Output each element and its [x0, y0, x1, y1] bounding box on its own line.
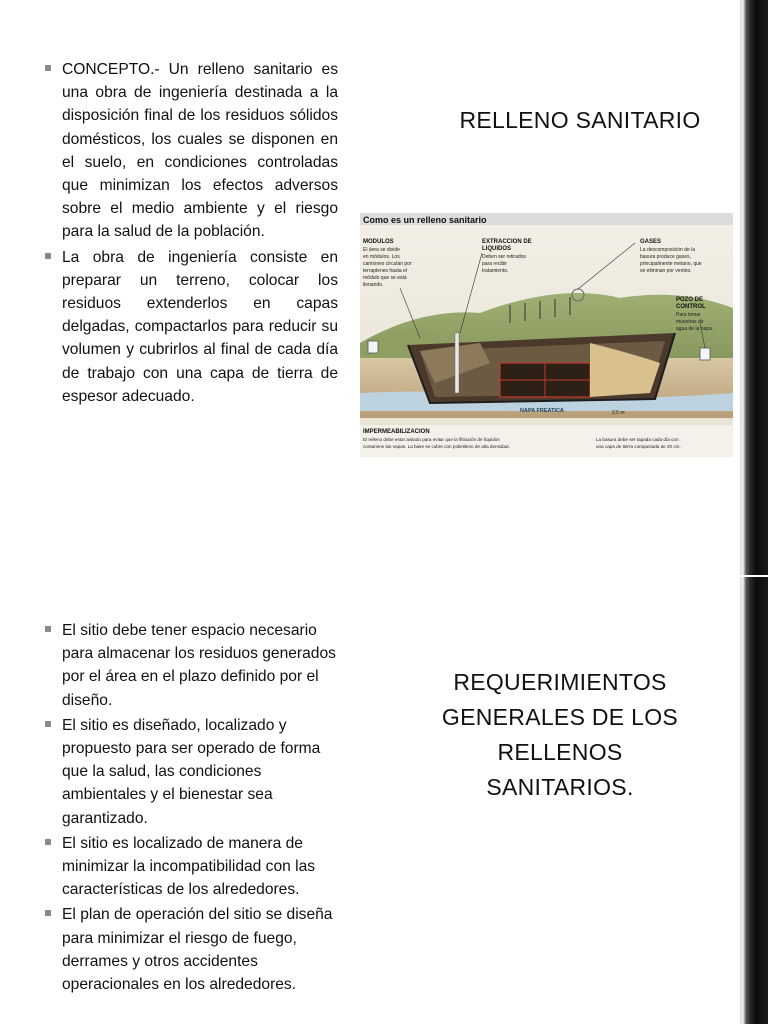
bullet-item [44, 832, 344, 902]
requirements-bullet-list [44, 619, 344, 998]
bullet-square-icon [45, 626, 51, 632]
title-line: RELLENOS [497, 739, 623, 765]
label-modulos-text: El área se divide en módulos. Los camiones circulan por terraplenes hasta el módulo que se está llenando. [363, 247, 412, 288]
label-extraccion: EXTRACCION DE LIQUIDOS [482, 239, 532, 252]
label-pozo-text: Para tomar muestras de agua de la napa. [676, 312, 714, 332]
title-line: SANITARIOS. [486, 774, 634, 800]
title-line: GENERALES DE LOS [441, 704, 679, 730]
label-gases: GASES [640, 239, 662, 245]
bullet-text: El sitio debe tener espacio necesario para almacenar los residuos generados por el área en el plazo definido por el diseño. [62, 622, 336, 709]
label-extraccion-text: Deben ser retirados para recibir tratamiento. [482, 254, 526, 274]
concept-bullet-list [44, 58, 338, 410]
bullet-text: La obra de ingeniería consiste en preparar un terreno, colocar los residuos extenderlos en capas delgadas, compactarlos para reducir su volumen y cubrirlos al final de cada día de trabajo con una capa de tierra de espesor adecuado. [62, 248, 338, 405]
label-depth: 2,5 m [612, 410, 625, 416]
slide-edge-shadow [740, 577, 768, 1024]
bullet-item [44, 246, 338, 408]
bullet-text: El sitio es diseñado, localizado y propuesto para ser operado de forma que la salud, las condiciones ambientales y el bienestar sea garantizado. [62, 716, 321, 827]
control-well-icon [700, 348, 710, 360]
bullet-item [44, 903, 344, 996]
bullet-square-icon [45, 65, 51, 71]
slide-title: RELLENO SANITARIO [459, 107, 701, 133]
bullet-text: El sitio es localizado de manera de minimizar la incompatibilidad con las características de los alrededores. [62, 834, 316, 899]
diagram-header: Como es un relleno sanitario [363, 215, 487, 225]
bullet-square-icon [45, 910, 51, 916]
truck-icon [368, 341, 378, 353]
bullet-item [44, 619, 344, 712]
bullet-text: El plan de operación del sitio se diseña para minimizar el riesgo de fuego, derrames y otros accidentes operacionales en los alrededores. [62, 906, 333, 994]
slide-title [425, 665, 695, 805]
label-napa: NAPA FREATICA [520, 408, 564, 414]
label-imper-text: El relleno debe estar aislado para evitar que la filtración de líquidos contamine las napas. La base se cubre con polietileno de alta densidad. [363, 437, 510, 449]
landfill-diagram [360, 213, 733, 457]
leachate-pipe [455, 333, 459, 393]
bullet-square-icon [45, 721, 51, 727]
bullet-square-icon [45, 253, 51, 259]
title-line: REQUERIMIENTOS [453, 669, 667, 695]
slide-edge-shadow [740, 0, 768, 575]
label-modulos: MODULOS [363, 239, 394, 245]
bullet-item [44, 714, 344, 830]
label-pozo: POZO DE CONTROL [676, 297, 706, 310]
bullet-text: CONCEPTO.- Un relleno sanitario es una obra de ingeniería destinada a la disposición final de los residuos sólidos domésticos, los cuales se disponen en el suelo, en condiciones controladas que minimizan los efectos adversos sobre el medio ambiente y el riesgo para la salud de la población. [62, 61, 338, 241]
label-gases-text: La descomposición de la basura produce gases, principalmente metano, que se eliminan por venteo. [640, 247, 702, 274]
label-imper: IMPERMEABILIZACION [363, 429, 430, 435]
bullet-item [44, 58, 338, 244]
label-base-text: La basura debe ser tapada cada día con una capa de tierra compactada de 20 cm. [596, 437, 681, 449]
bullet-square-icon [45, 839, 51, 845]
